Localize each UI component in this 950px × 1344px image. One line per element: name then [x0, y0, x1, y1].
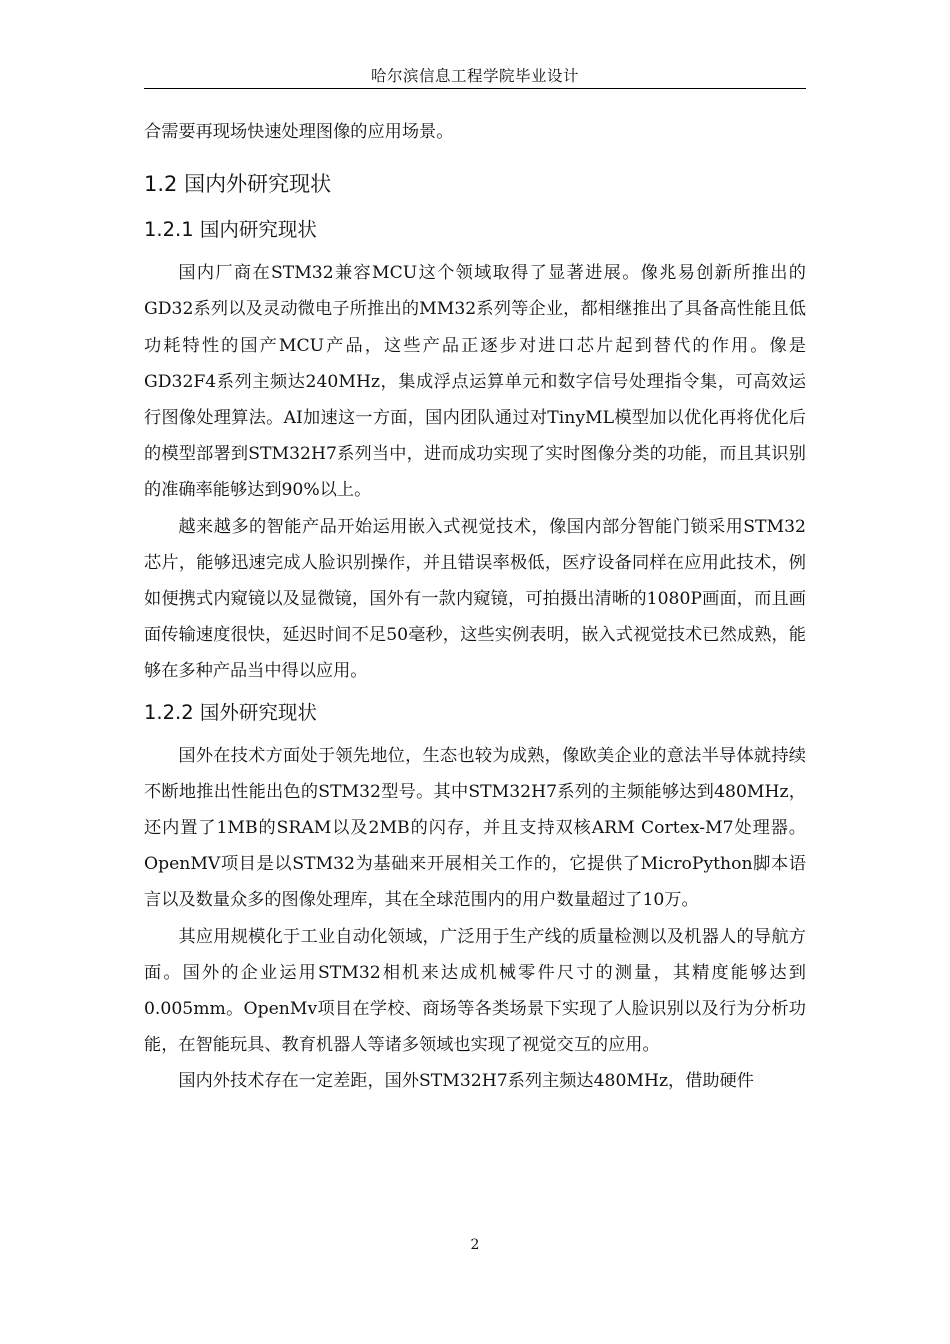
document-body [144, 114, 806, 1100]
paragraph-foreign-tech: 国外在技术方面处于领先地位，生态也较为成熟，像欧美企业的意法半导体就持续不断地推出性能出色的STM32型号。其中STM32H7系列的主频能够达到480MHz，还内置了1MB的SRAM以及2MB的闪存，并且支持双核ARM Cortex-M7处理器。OpenMV项目是以STM32为基础来开展相关工作的，它提供了MicroPython脚本语言以及数量众多的图像处理库，其在全球范围内的用户数量超过了10万。 [144, 745, 806, 911]
header-divider [144, 88, 806, 89]
page-header-title: 哈尔滨信息工程学院毕业设计 [370, 67, 579, 85]
continuation-paragraph: 合需要再现场快速处理图像的应用场景。 [144, 122, 454, 142]
paragraph-domestic-mcu: 国内厂商在STM32兼容MCU这个领域取得了显著进展。像兆易创新所推出的GD32系列以及灵动微电子所推出的MM32系列等企业，都相继推出了具备高性能且低功耗特性的国产MCU产品，这些产品正逐步对进口芯片起到替代的作用。像是GD32F4系列主频达240MHz，集成浮点运算单元和数字信号处理指令集，可高效运行图像处理算法。AI加速这一方面，国内团队通过对TinyML模型加以优化再将优化后的模型部署到STM32H7系列当中，进而成功实现了实时图像分类的功能，而且其识别的准确率能够达到90%以上。 [144, 263, 806, 501]
page-number: 2 [470, 1237, 480, 1253]
paragraph-foreign-applications: 其应用规模化于工业自动化领域，广泛用于生产线的质量检测以及机器人的导航方面。国外的企业运用STM32相机来达成机械零件尺寸的测量，其精度能够达到0.005mm。OpenMv项目在学校、商场等各类场景下实现了人脸识别以及行为分析功能，在智能玩具、教育机器人等诸多领域也实现了视觉交互的应用。 [144, 926, 806, 1056]
subsection-heading-1-2-1: 1.2.1 国内研究现状 [144, 218, 317, 242]
paragraph-domestic-applications: 越来越多的智能产品开始运用嵌入式视觉技术，像国内部分智能门锁采用STM32芯片，能够迅速完成人脸识别操作，并且错误率极低，医疗设备同样在应用此技术，例如便携式内窥镜以及显微镜，国外有一款内窥镜，可拍摄出清晰的1080P画面，而且画面传输速度很快，延迟时间不足50毫秒，这些实例表明，嵌入式视觉技术已然成熟，能够在多种产品当中得以应用。 [144, 516, 806, 682]
subsection-heading-1-2-2: 1.2.2 国外研究现状 [144, 700, 317, 724]
paragraph-gap-comparison: 国内外技术存在一定差距，国外STM32H7系列主频达480MHz，借助硬件 [178, 1071, 754, 1092]
section-heading-1-2: 1.2 国内外研究现状 [144, 172, 332, 197]
